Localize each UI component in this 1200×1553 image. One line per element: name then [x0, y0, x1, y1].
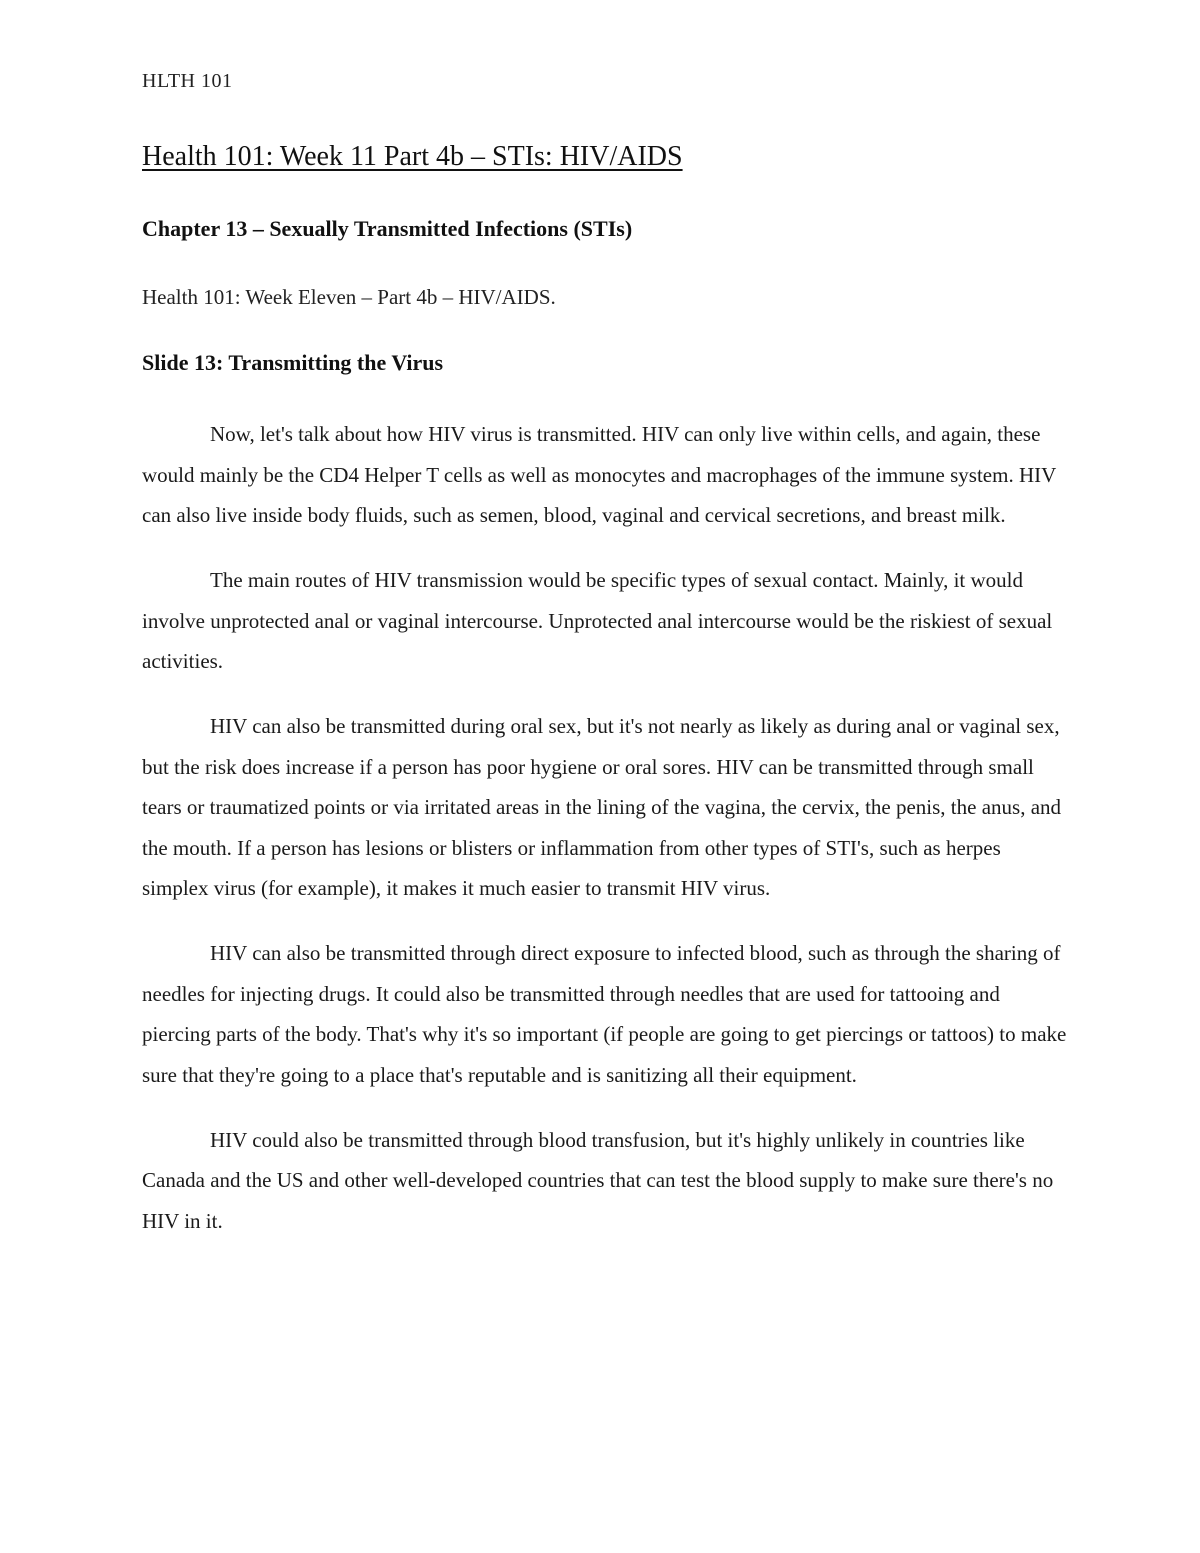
- slide-heading: Slide 13: Transmitting the Virus: [142, 350, 444, 375]
- paragraph-3: HIV can also be transmitted during oral sex, but it's not nearly as likely as during anal or vaginal sex, but the risk does increase if a person has poor hygiene or oral sores. HIV can be transmitted through small tears or traumatized points or via irritated areas in the lining of the vagina, the cervix, the penis, the anus, and the mouth. If a person has lesions or blisters or inflammation from other types of STI's, such as herpes simplex virus (for example), it makes it much easier to transmit HIV virus.: [142, 714, 1062, 900]
- document-title: Health 101: Week 11 Part 4b – STIs: HIV/AIDS: [142, 141, 683, 172]
- paragraph-2: The main routes of HIV transmission would be specific types of sexual contact. Mainly, it would involve unprotected anal or vaginal intercourse. Unprotected anal intercourse would be the riskiest of sexual activities.: [142, 568, 1053, 673]
- chapter-heading: Chapter 13 – Sexually Transmitted Infections (STIs): [142, 216, 633, 241]
- body-text: [142, 414, 1072, 1266]
- running-header: HLTH 101: [142, 70, 233, 92]
- paragraph-5: HIV could also be transmitted through blood transfusion, but it's highly unlikely in countries like Canada and the US and other well-developed countries that can test the blood supply to make sure there's no HIV in it.: [142, 1127, 1054, 1233]
- paragraph-1: Now, let's talk about how HIV virus is transmitted. HIV can only live within cells, and again, these would mainly be the CD4 Helper T cells as well as monocytes and macrophages of the immune system. HIV can also live inside body fluids, such as semen, blood, vaginal and cervical secretions, and breast milk.: [142, 422, 1056, 527]
- lecture-subtitle: Health 101: Week Eleven – Part 4b – HIV/AIDS.: [142, 285, 556, 309]
- paragraph-4: HIV can also be transmitted through direct exposure to infected blood, such as through the sharing of needles for injecting drugs. It could also be transmitted through needles that are used for tattooing and piercing parts of the body. That's why it's so important (if people are going to get piercings or tattoos) to make sure that they're going to a place that's reputable and is sanitizing all their equipment.: [142, 941, 1067, 1087]
